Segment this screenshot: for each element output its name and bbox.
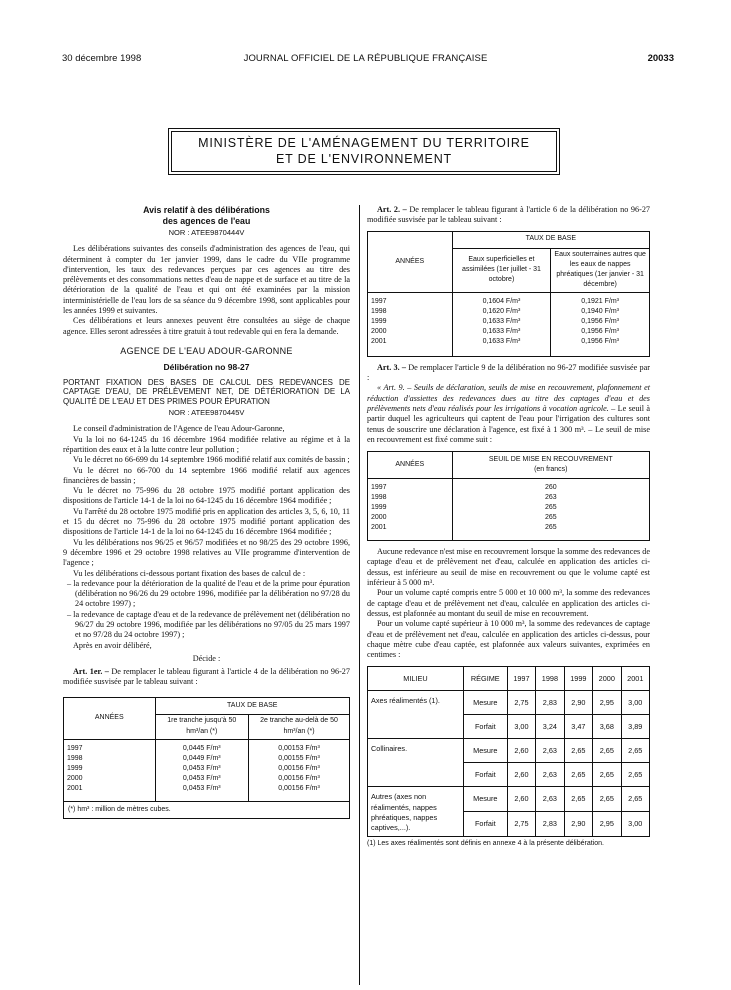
ministry-title-box [171,131,557,172]
table-year: 2001 [371,337,387,345]
table-row [368,739,650,763]
table-cell-regime: Mesure [463,691,507,715]
paragraph-aucune-redevance: Aucune redevance n'est mise en recouvrement lorsque la somme des redevances de captage d'eau et de prélèvement net d'eau, calculée en application des articles ci-dessus, est inférieure au seuil de mise en recouvrement ou que le volume capté est inférieur à 5 000 m³. [367,547,650,588]
table-cell: 2,60 [507,787,535,812]
table-value: 265 [544,524,557,532]
table-header-taux: TAUX DE BASE [155,697,349,714]
table-value: 0,1921 F/m³ [581,297,620,305]
table-cell: 2,95 [593,691,621,715]
table-cell: 2,65 [593,739,621,763]
table-year: 2001 [371,524,387,532]
table-header-taux: TAUX DE BASE [452,231,649,248]
article-2 [367,205,650,226]
header-page-number: 20033 [647,53,674,64]
table-taux-prelevement [367,231,650,357]
considerant-2: Vu la loi no 64-1245 du 16 décembre 1964 modifiée relative au régime et à la répartition des eaux et à la lutte contre leur pollution ; [63,434,350,454]
table-taux-captage [63,697,350,819]
table-years-cell [64,739,156,801]
article-9-text: – Le seuil à partir duquel les agriculteurs qui captent de l'eau pour l'irrigation des cultures sont tenus de souscrire une déclaration à l'agence, est fixé à 1 300 m³. – Le seuil de mise en recouvrement est fixé comme suit : [367,403,651,444]
article-1-label: Art. 1er. – [73,667,109,677]
table-value: 0,1633 F/m³ [482,317,521,325]
table-row [368,691,650,715]
table-cell: 2,75 [507,812,535,837]
table-cell-regime: Forfait [463,812,507,837]
table-cell: 2,65 [564,739,592,763]
column-divider [359,205,360,985]
table-year: 2001 [67,784,83,792]
table-year: 1999 [371,504,387,512]
table-year: 1997 [371,484,387,492]
table-cell: 3,00 [507,715,535,739]
table-cell: 2,63 [536,787,564,812]
deliberation-subject: PORTANT FIXATION DES BASES DE CALCUL DES REDEVANCES DE CAPTAGE D'EAU, DE PRÉLÈVEMENT NET, DE DÉTÉRIORATION DE LA QUALITÉ DE L'EAU ET DES PRIMES POUR ÉPURATION [63,377,350,406]
table-header-seuil [452,452,649,479]
table-cell: 2,60 [507,739,535,763]
table-header-year: 1997 [507,667,535,691]
table-years-cell [368,292,453,356]
table-value: 260 [544,484,557,492]
table-cell: 2,65 [621,763,649,787]
table-header-seuil-unit: (en francs) [534,466,568,474]
article-2-text: De remplacer le tableau figurant à l'article 6 de la délibération no 96-27 modifiée susvisée par le tableau suivant : [367,205,651,225]
table-plafonds-centimes [367,666,650,836]
table-value: 0,1604 F/m³ [482,297,521,305]
table-value: 0,0449 F/m³ [182,754,221,762]
nor-reference-2: NOR : ATEE9870445V [168,408,245,418]
table-cell: 2,90 [564,812,592,837]
table-value: 0,00153 F/m³ [278,744,320,752]
article-9-title: Seuils de déclaration, seuils de mise en recouvrement, plafonnement et réduction d'assiettes des redevances dues au titre des captages d'eau et des prélèvements nets d'eau réalisés pour les irrigations à vocation agricole. [367,383,651,413]
paragraph-volume-superieur-10000: Pour un volume capté supérieur à 10 000 m³, la somme des redevances de captage d'eau et de prélèvement net d'eau, calculée en application des articles ci-dessus, pour chaque mètre cube d'eau captée, est plafonnée aux valeurs suivantes, exprimées en centimes : [367,619,650,660]
table-values-tranche-1 [155,739,249,801]
table-cell: 2,63 [536,739,564,763]
avis-title-line2: des agences de l'eau [162,215,251,226]
table-cell: 3,00 [621,691,649,715]
table-header-regime: RÉGIME [463,667,507,691]
table-year: 2000 [371,514,387,522]
table-header-year: 2000 [593,667,621,691]
table-year: 1998 [371,494,387,502]
header-journal-title: JOURNAL OFFICIEL DE LA RÉPUBLIQUE FRANÇAISE [243,53,488,64]
table-value: 0,1956 F/m³ [581,317,620,325]
table-value: 263 [544,494,557,502]
table-cell: 3,24 [536,715,564,739]
considerant-1: Le conseil d'administration de l'Agence de l'eau Adour-Garonne, [73,424,285,434]
table-value: 0,0453 F/m³ [182,764,221,772]
table-year: 1998 [371,307,387,315]
ministry-title-line1: MINISTÈRE DE L'AMÉNAGEMENT DU TERRITOIRE [198,136,530,150]
agency-heading: AGENCE DE L'EAU ADOUR-GARONNE [120,345,293,356]
table-cell-milieu: Collinaires. [368,739,464,787]
table-values-souterraines [551,292,650,356]
considerant-5: Vu le décret no 75-996 du 28 octobre 1975 modifié portant application des dispositions de l'article 14-1 de la loi no 64-1245 du 16 décembre 1964 modifiée ; [63,486,350,506]
table-year: 1997 [371,297,387,305]
intro-paragraph: Les délibérations suivantes des conseils d'administration des agences de l'eau, qui déterminent à compter du 1er janvier 1999, dans le cadre du VIIe programme d'intervention, les taux des redevances perçues par ces agences au titre des prélèvements et des consommations nettes d'eau de nappe et de surface et au titre de la détérioration de la qualité de l'eau et qui ont été examinées par la mission interministérielle de l'eau lors de sa séance du 9 décembre 1998, sont applicables pour les années 1999 et suivantes. [63,244,350,316]
table-years-cell [368,479,453,541]
article-2-label: Art. 2. – [377,205,407,214]
table-header-year: 2001 [621,667,649,691]
table-year: 1999 [67,764,83,772]
article-3-label: Art. 3. – [377,362,406,372]
table-header-annees: ANNÉES [368,452,453,479]
table-value: 0,1956 F/m³ [581,327,620,335]
article-9 [367,383,650,445]
ministry-title-line2: ET DE L'ENVIRONNEMENT [276,152,452,166]
table-footnote: (*) hm³ : million de mètres cubes. [64,801,350,818]
table-value: 0,0453 F/m³ [182,774,221,782]
avis-title [63,205,350,226]
table-cell: 2,63 [536,763,564,787]
article-3 [367,363,650,384]
table-cell: 3,89 [621,715,649,739]
article-1-text: De remplacer le tableau figurant à l'article 4 de la délibération no 96-27 modifiée susvisée par le tableau suivant : [63,667,350,687]
table-row [368,787,650,812]
table-cell: 2,65 [621,739,649,763]
table-cell: 3,47 [564,715,592,739]
table-cell: 2,90 [564,691,592,715]
page-header [0,53,731,67]
article-3-text: De remplacer l'article 9 de la délibération no 96-27 modifiée susvisée par : [367,362,650,383]
table-cell-milieu: Axes réalimentés (1). [368,691,464,739]
table-header-tranche-2: 2e tranche au-delà de 50 hm³/an (*) [249,714,350,739]
table-cell: 2,95 [593,812,621,837]
table-header-seuil-label: SEUIL DE MISE EN RECOUVREMENT [488,455,613,463]
table-header-eaux-superficielles: Eaux superficielles et assimilées (1er juillet - 31 octobre) [452,248,551,292]
table-value: 0,0453 F/m³ [182,784,221,792]
table-header-annees: ANNÉES [368,231,453,292]
table-values-seuil [452,479,649,541]
table-cell: 2,65 [593,787,621,812]
table-cell: 2,65 [621,787,649,812]
apres-deliberation: Après en avoir délibéré, [73,640,152,650]
table-cell: 2,65 [564,787,592,812]
table-year: 2000 [371,327,387,335]
table-values-tranche-2 [249,739,350,801]
table-value: 0,00156 F/m³ [278,784,320,792]
considerant-8: Vu les délibérations ci-dessous portant fixation des bases de calcul de : [73,568,306,578]
table-value: 0,1633 F/m³ [482,327,521,335]
nor-reference: NOR : ATEE9870444V [168,228,245,237]
table-cell-regime: Forfait [463,763,507,787]
table-value: 0,0445 F/m³ [182,744,221,752]
decide-heading: Décide : [192,653,221,663]
table-year: 1999 [371,317,387,325]
table-cell: 2,65 [564,763,592,787]
considerant-6: Vu l'arrêté du 28 octobre 1975 modifié pris en application des articles 3, 5, 6, 10, 11 et 15 du décret no 75-996 du 28 octobre 1975 modifié portant application des dispositions de l'article 14-1 de la loi no 64-1245 du 16 décembre 1964 modifiée ; [63,506,350,537]
right-column [367,205,650,848]
table-cell-regime: Mesure [463,787,507,812]
table-cell: 2,60 [507,763,535,787]
considerant-7: Vu les délibérations nos 96/25 et 96/57 modifiées et no 98/25 des 29 octobre 1996, 9 décembre 1996 et 29 octobre 1998 relatives au VIIe programme d'intervention de l'agence ; [63,537,350,568]
table-cell: 2,83 [536,691,564,715]
consultation-paragraph: Ces délibérations et leurs annexes peuvent être consultées au siège de chaque agence. Elles seront adressées à titre gratuit à tout redevable qui en fera la demande. [63,316,350,336]
considerant-4: Vu le décret no 66-700 du 14 septembre 1966 modifié relatif aux agences financières de bassin ; [63,465,350,485]
table-cell: 2,75 [507,691,535,715]
table-header-year: 1999 [564,667,592,691]
paragraph-volume-5000-10000: Pour un volume capté compris entre 5 000 et 10 000 m³, la somme des redevances de captage d'eau et de prélèvement net d'eau, calculée en application des articles ci-dessus, est plafonnée au montant du seuil de mise en recouvrement. [367,588,650,618]
table-year: 2000 [67,774,83,782]
table-year: 1997 [67,744,83,752]
table-values-superficielles [452,292,551,356]
table-seuil-recouvrement [367,451,650,541]
table-cell: 3,00 [621,812,649,837]
table-header-year: 1998 [536,667,564,691]
article-1 [63,667,350,688]
table-year: 1998 [67,754,83,762]
table-value: 265 [544,514,557,522]
table-header-tranche-1: 1re tranche jusqu'à 50 hm³/an (*) [155,714,249,739]
table-cell: 3,68 [593,715,621,739]
table-value: 0,00156 F/m³ [278,764,320,772]
table-cell-regime: Forfait [463,715,507,739]
considerant-3: Vu le décret no 66-699 du 14 septembre 1966 modifié relatif aux comités de bassin ; [73,455,350,465]
table-header-annees: ANNÉES [64,697,156,739]
considerant-list-item-1: – la redevance pour la détérioration de la qualité de l'eau et de la prime pour épuration (délibération no 96/26 du 29 octobre 1996, modifiée par la délibération no 97/28 du 24 octobre 1997) ; [67,578,350,609]
table-header-milieu: MILIEU [368,667,464,691]
header-date: 30 décembre 1998 [62,53,142,64]
table-header-eaux-souterraines: Eaux souterraines autres que les eaux de nappes phréatiques (1er janvier - 31 décembre) [551,248,650,292]
article-9-label: « Art. 9. – [377,383,412,393]
table-cell-regime: Mesure [463,739,507,763]
considerant-list-item-2: – la redevance de captage d'eau et de la redevance de prélèvement net (délibération no 96/27 du 29 octobre 1996, modifiée par les délibérations no 97/05 du 25 mars 1997 et no 97/28 du 24 octobre 1997) ; [67,609,350,640]
table-cell: 2,65 [593,763,621,787]
table-cell: 2,83 [536,812,564,837]
avis-title-line1: Avis relatif à des délibérations [143,205,270,215]
table-value: 265 [544,504,557,512]
table-value: 0,00156 F/m³ [278,774,320,782]
left-column [63,205,350,819]
table-cell-milieu: Autres (axes non réalimentés, nappes phréatiques, nappes captives,...). [368,787,464,836]
table-value: 0,1620 F/m³ [482,307,521,315]
table-value: 0,1633 F/m³ [482,337,521,345]
table-value: 0,1940 F/m³ [581,307,620,315]
table-value: 0,1956 F/m³ [581,337,620,345]
table-value: 0,00155 F/m³ [278,754,320,762]
deliberation-number: Délibération no 98-27 [163,362,250,373]
table-footnote: (1) Les axes réalimentés sont définis en annexe 4 à la présente délibération. [367,839,604,847]
